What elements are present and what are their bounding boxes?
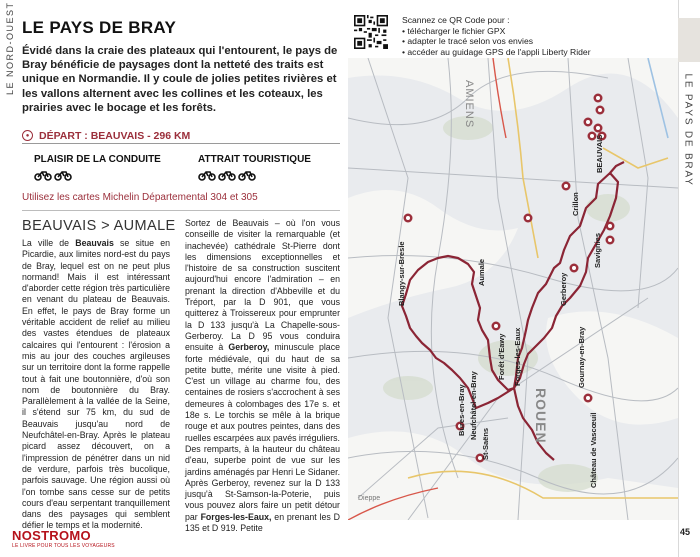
right-margin (678, 0, 700, 557)
page-number: 45 (680, 527, 691, 537)
text-run: en prenant les D 135 et D 919. Petite (185, 511, 341, 534)
motorcycle-icon (34, 169, 52, 181)
poi-marker (524, 214, 533, 223)
map-label-dieppe: Dieppe (358, 495, 381, 502)
qr-heading: Scannez ce QR Code pour : (402, 15, 510, 25)
motorcycle-icon (238, 169, 256, 181)
qr-instructions (402, 15, 591, 57)
map-label-gerberoy: Gerberoy (559, 272, 568, 306)
map-label-amiens: AMIENS (463, 80, 475, 129)
qr-item: • accéder au guidage GPS de l'appli Liberty Rider (402, 46, 591, 57)
tourist-appeal-rating (198, 169, 256, 181)
map-label-stsaens: St-Saëns (481, 427, 490, 460)
text-run: se situe en Picardie, aux limites nord-est du pays de Bray, lequel est on ne peut plus normand! Mais il est intéressant d'aborder cette région très particulière en venant du plateau de Beauvais. En effet, le pays de Bray forme un véritable accident de relief au milieu des vastes étendues de plateaux calcaires qui l'entourent : l'érosion a mis au jour des couches argileuses sur un territoire dont la forme rappelle tout à fait une boutonnière, d'où son nom de boutonnière du Bray. Parallèlement à la vallée de la Seine, il s'étend sur 75 km, du sud de Beauvais jusqu'au nord de Neufchâtel-en-Bray. Après le plateau picard assez découvert, on a l'impression de pénétrer dans un nid de verdure, parfois très bucolique, parfois sauvage. Une région aussi où l'on tombe sans cesse sur de petits cours d'eau serpentant tranquillement dans des paysages qui semblent défier le temps et la modernité. (22, 238, 171, 531)
map-label-blangy: Blangy-sur-Bresle (397, 241, 406, 306)
watermark-logo (8, 526, 115, 552)
tourist-appeal-label: ATTRAIT TOURISTIQUE (198, 154, 311, 165)
body-column-1 (22, 238, 170, 532)
motorcycle-icon (54, 169, 72, 181)
map-label-foret: Forêt d'Eawy (497, 333, 506, 380)
poi-marker (606, 236, 615, 245)
driving-pleasure-rating (34, 169, 72, 181)
poi-marker (594, 94, 603, 103)
map-label-neufchatel: Neufchâtel-en-Bray (469, 371, 478, 440)
logo-tagline: LE LIVRE POUR TOUS LES VOYAGEURS (12, 543, 115, 549)
logo-name: NOSTROMO (12, 528, 91, 543)
map-label-aumale: Aumale (477, 258, 486, 286)
driving-pleasure-label: PLAISIR DE LA CONDUITE (34, 154, 161, 165)
poi-marker (570, 264, 579, 273)
region-side-label: LE NORD-OUEST (5, 1, 15, 95)
divider (22, 210, 340, 211)
place-name-forges: Forges-les-Eaux, (200, 511, 272, 522)
qr-item: • télécharger le fichier GPX (402, 25, 506, 36)
departure-label: DÉPART : BEAUVAIS - 296 KM (39, 129, 191, 142)
text-run: La ville de (22, 238, 70, 248)
section-title: BEAUVAIS > AUMALE (22, 218, 176, 234)
map-label-beauvais: BEAUVAIS (595, 134, 604, 173)
route-map (348, 58, 678, 520)
text-run: minuscule place forte médiévale, qui du haut de sa petite butte, mérite une visite à pied. C'est un village au charme fou, des centaines de rosiers s'accrochent à ses demeures à colombages des 17e s. et 18e s. Le torchis se mêle à la brique rouge et aux poutres peintes, dans des ruelles escarpées aux pavés irréguliers. Des remparts, à la hauteur du château d'eau, superbe point de vue sur les jardins aménagés par Henri Le Sidaner. Après Gerberoy, revenez sur la D 133 jusqu'à St-Samson-la-Poterie, puis vous pouvez alors faire un petit détour par (185, 342, 341, 522)
map-label-savignies: Savignies (593, 232, 602, 268)
map-label-bures: Bures-en-Bray (457, 384, 466, 436)
poi-marker (584, 394, 593, 403)
page-title: LE PAYS DE BRAY (22, 18, 177, 37)
map-label-rouen: ROUEN (533, 388, 549, 444)
map-label-crillon: Crillon (571, 192, 580, 216)
chapter-tab (678, 18, 700, 62)
motorcycle-icon (218, 169, 236, 181)
qr-item: • adapter le tracé selon vos envies (402, 36, 534, 46)
poi-marker (584, 118, 593, 127)
michelin-map-note: Utilisez les cartes Michelin Départemental 304 et 305 (22, 192, 258, 203)
poi-marker (492, 322, 501, 331)
motorcycle-icon (198, 169, 216, 181)
route-start-icon: ● (22, 130, 33, 141)
place-name-beauvais: Beauvais (75, 238, 114, 248)
poi-marker (404, 214, 413, 223)
left-margin (0, 0, 13, 557)
map-label-gournay: Gournay-en-Bray (577, 326, 586, 388)
chapter-side-label: LE PAYS DE BRAY (682, 73, 694, 187)
body-column-2 (185, 218, 340, 534)
poi-marker (606, 222, 615, 231)
map-label-forges: Forges-les-Eaux (513, 327, 522, 386)
map-label-vascoeuil: Château de Vascœuil (589, 412, 598, 488)
poi-marker (562, 182, 571, 191)
intro-paragraph: Évidé dans la craie des plateaux qui l'entourent, le pays de Bray bénéficie de paysages dont la netteté des traits est unique en Normandie. Il y coule de jolies petites rivières et les vallons alternent avec les collines et les coteaux, les prairies avec le bocage et les forêts. (22, 45, 338, 114)
poi-marker (594, 124, 603, 133)
text-run: Sortez de Beauvais – où l'on vous conseille de visiter la remarquable (et inachevée) cathédrale St-Pierre dont les dimensions exceptionnelles et l'histoire de sa construction suscitent aujourd'hui encore l'admiration – en prenant la direction d'Abbeville et du Tréport, par la D 901, que vous quitterez à Troissereux pour emprunter la D 133 jusqu'à La Chapelle-sous-Gerberoy. La D 95 vous conduira ensuite à (185, 218, 340, 353)
poi-marker (596, 106, 605, 115)
place-name-gerberoy: Gerberoy, (228, 342, 270, 353)
qr-code[interactable] (354, 15, 388, 49)
departure-line (22, 128, 340, 144)
